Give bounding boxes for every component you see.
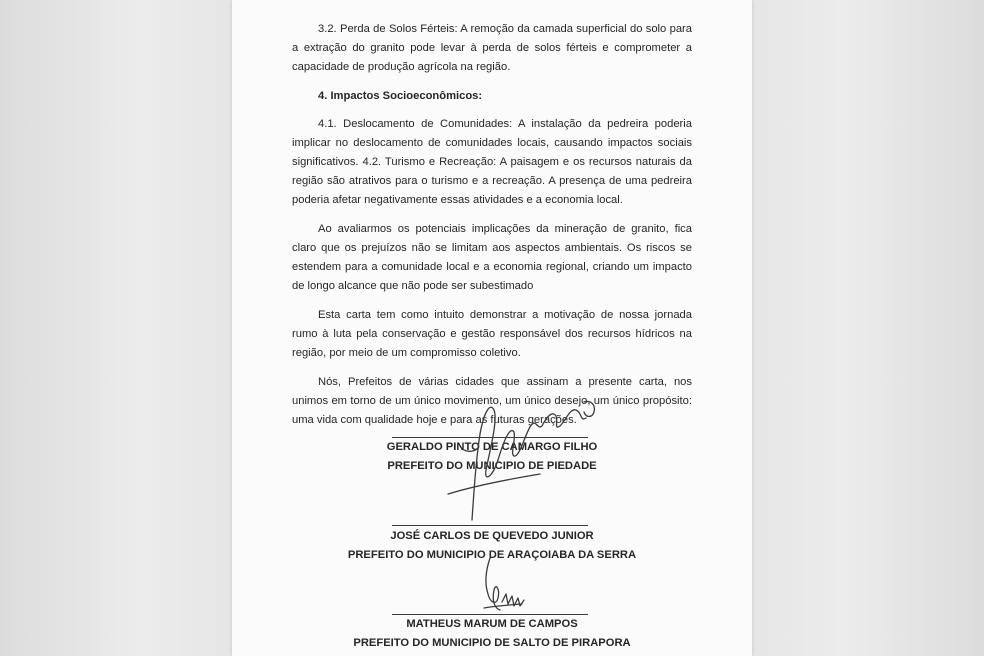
handwritten-signature-2 [478, 556, 548, 616]
paragraph-3-2: 3.2. Perda de Solos Férteis: A remoção da camada superficial do solo para a extração do granito pode levar à perda de solos férteis e comprometer a capacidade de produção agrícola na região. [292, 23, 692, 73]
signatory-title: PREFEITO DO MUNICIPIO DE PIEDADE [387, 460, 597, 472]
document-page [232, 0, 752, 656]
signatory-block-3 [232, 615, 752, 653]
paragraph-4-1: 4.1. Deslocamento de Comunidades: A instalação da pedreira poderia implicar no deslocamento de comunidades locais, causando impactos sociais significativos. 4.2. Turismo e Recreação: A paisagem e os recursos naturais da região são atrativos para o turismo e a recreação. A presença de uma pedreira poderia afetar negativamente essas atividades e a economia local. [292, 118, 692, 206]
handwritten-signature-1 [444, 390, 604, 530]
background-left [0, 0, 232, 656]
paragraph-esta-carta: Esta carta tem como intuito demonstrar a motivação de nossa jornada rumo à luta pela conservação e gestão responsável dos recursos hídricos na região, por meio de um compromisso coletivo. [292, 309, 692, 359]
signatory-name: GERALDO PINTO DE CAMARGO FILHO [386, 441, 598, 453]
signatory-title: PREFEITO DO MUNICIPIO DE SALTO DE PIRAPORA [353, 637, 631, 649]
signatory-name: JOSÉ CARLOS DE QUEVEDO JUNIOR [390, 530, 594, 542]
background-right [752, 0, 984, 656]
heading-impactos-socioeconomicos: 4. Impactos Socioeconômicos: [318, 90, 483, 102]
signatory-title: PREFEITO DO MUNICIPIO DE ARAÇOIABA DA SERRA [347, 549, 637, 561]
letter-body [292, 20, 692, 430]
paragraph-ao-avaliarmos: Ao avaliarmos os potenciais implicações da mineração de granito, fica claro que os prejuízos não se limitam aos aspectos ambientais. Os riscos se estendem para a comunidade local e a economia regional, criando um impacto de longo alcance que não pode ser subestimado [292, 223, 692, 292]
paragraph-nos-prefeitos: Nós, Prefeitos de várias cidades que assinam a presente carta, nos unimos em torno de um único movimento, um único desejo, um único propósito: uma vida com qualidade hoje e para as futuras gerações. [292, 376, 692, 426]
signatory-name: MATHEUS MARUM DE CAMPOS [406, 618, 578, 630]
